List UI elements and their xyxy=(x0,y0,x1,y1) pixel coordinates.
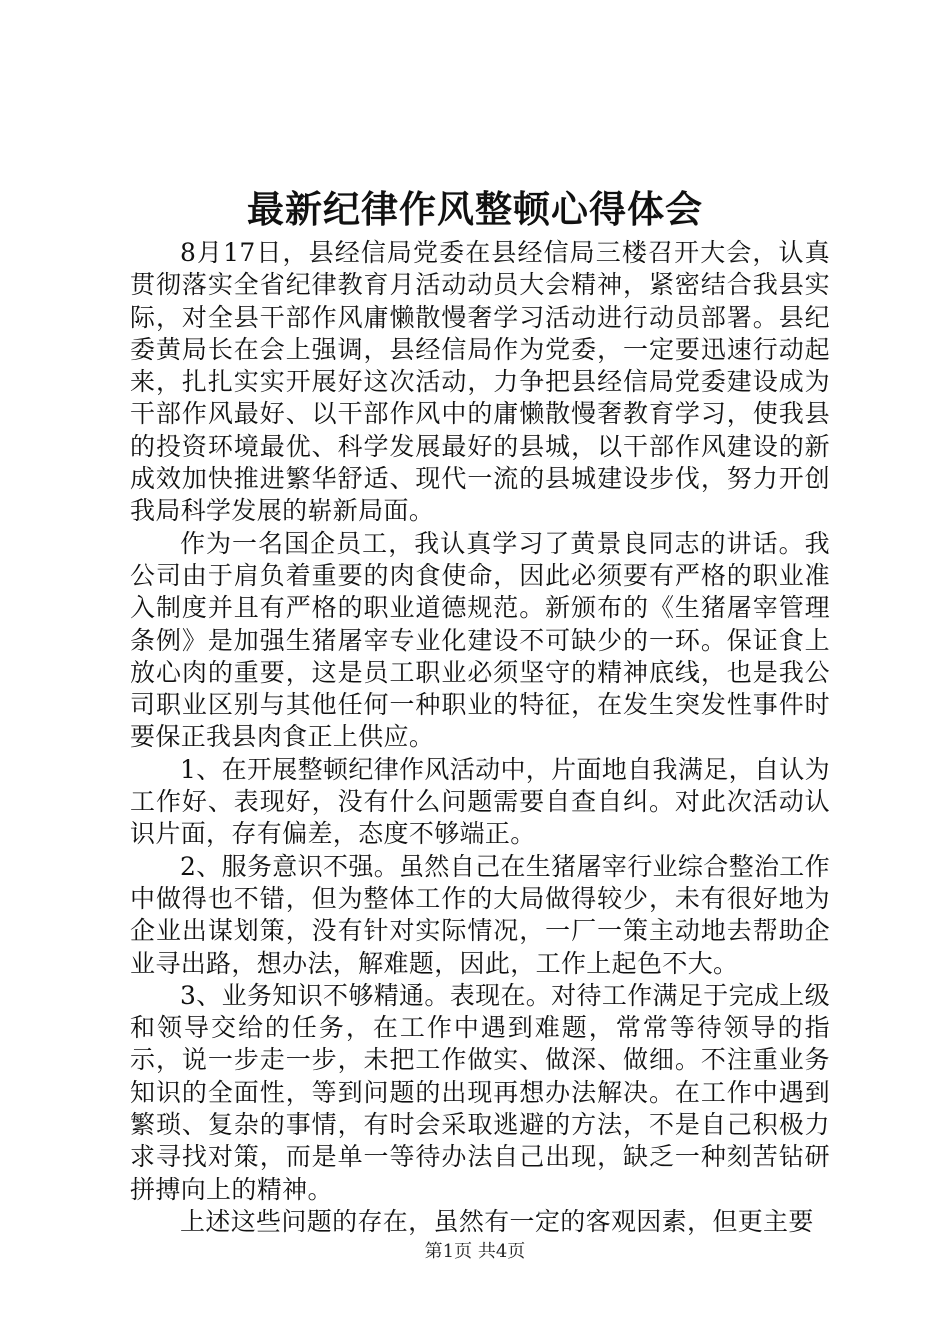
paragraph-meeting-summary: 8月17日，县经信局党委在县经信局三楼召开大会，认真贯彻落实全省纪律教育月活动动员大会精神，紧密结合我县实际，对全县干部作风庸懒散慢奢学习活动进行动员部署。县纪委黄局长在会上强调，县经信局作为党委，一定要迅速行动起来，扎扎实实开展好这次活动，力争把县经信局党委建设成为干部作风最好、以干部作风中的庸懒散慢奢教育学习，使我县的投资环境最优、科学发展最好的县城，以干部作风建设的新成效加快推进繁华舒适、现代一流的县城建设步伐，努力开创我局科学发展的崭新局面。 xyxy=(130,238,830,526)
paragraph-issue-2: 2、服务意识不强。虽然自己在生猪屠宰行业综合整治工作中做得也不错，但为整体工作的大局做得较少，未有很好地为企业出谋划策，没有针对实际情况，一厂一策主动地去帮助企业寻出路，想办法，解难题，因此，工作上起色不大。 xyxy=(130,851,831,978)
paragraph-conclusion-start: 上述这些问题的存在，虽然有一定的客观因素，但更主要 xyxy=(180,1206,814,1236)
page-number-footer: 第1页 共4页 xyxy=(424,1241,526,1262)
document-title: 最新纪律作风整顿心得体会 xyxy=(247,187,703,231)
document-body xyxy=(130,237,830,1238)
paragraph-issue-3: 3、业务知识不够精通。表现在。对待工作满足于完成上级和领导交给的任务，在工作中遇到难题，常常等待领导的指示，说一步走一步，未把工作做实、做深、做细。不注重业务知识的全面性，等到问题的出现再想办法解决。在工作中遇到繁琐、复杂的事情，有时会采取逃避的方法，不是自己积极力求寻找对策，而是单一等待办法自己出现，缺乏一种刻苦钻研拼搏向上的精神。 xyxy=(130,980,831,1204)
paragraph-employee-reflection: 作为一名国企员工，我认真学习了黄景良同志的讲话。我公司由于肩负着重要的肉食使命，因此必须要有严格的职业准入制度并且有严格的职业道德规范。新颁布的《生猪屠宰管理条例》是加强生猪屠宰专业化建设不可缺少的一环。保证食上放心肉的重要，这是员工职业必须坚守的精神底线，也是我公司职业区别与其他任何一种职业的特征，在发生突发性事件时要保正我县肉食正上供应。 xyxy=(130,528,830,752)
paragraph-issue-1: 1、在开展整顿纪律作风活动中，片面地自我满足，自认为工作好、表现好，没有什么问题需要自查自纠。对此次活动认识片面，存有偏差，态度不够端正。 xyxy=(130,754,831,849)
